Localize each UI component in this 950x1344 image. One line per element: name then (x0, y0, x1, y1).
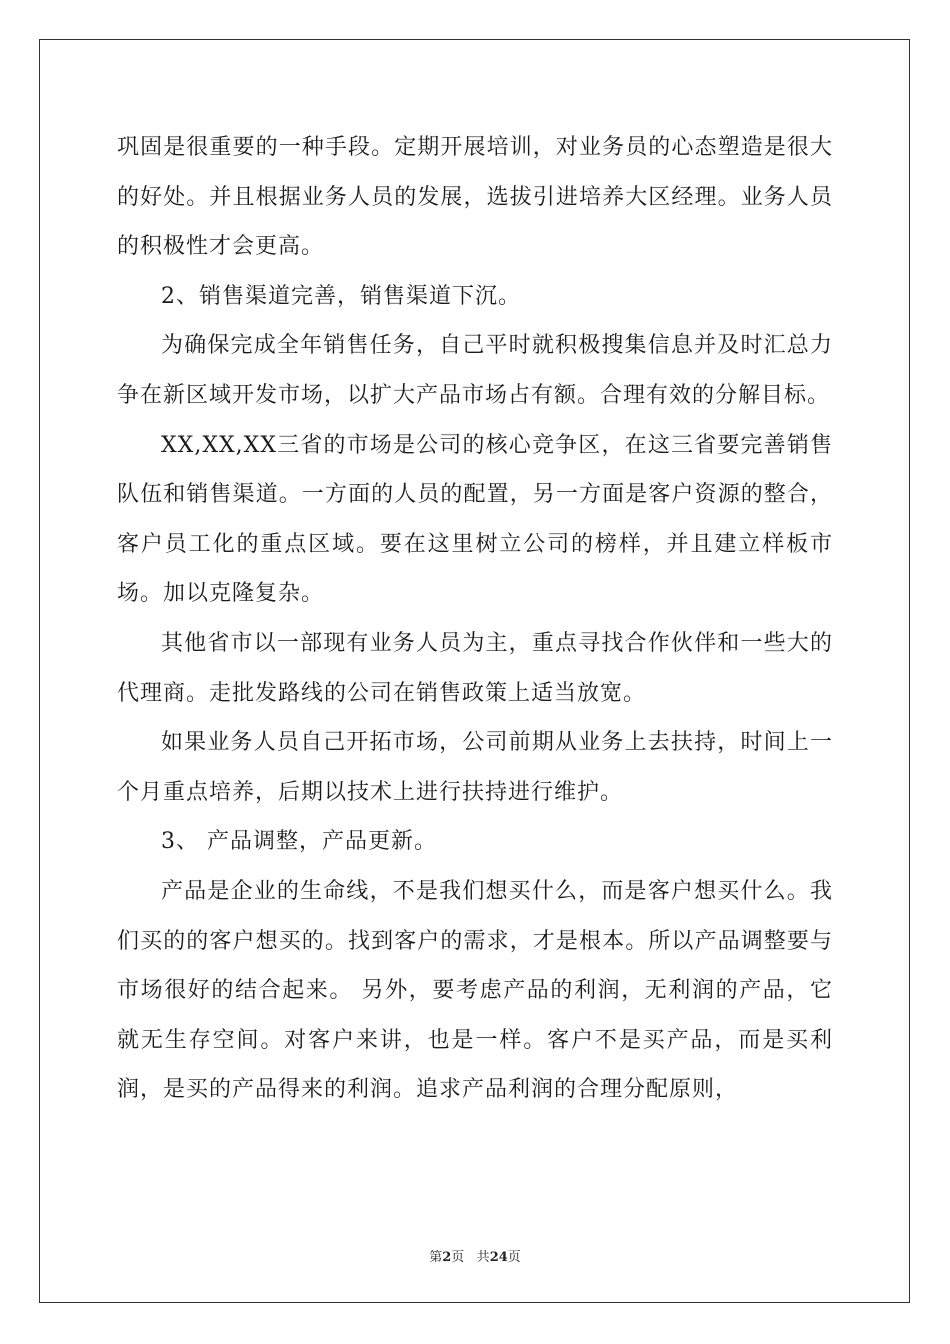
paragraph-7: 3、 产品调整，产品更新。 (161, 829, 437, 855)
page-footer (0, 1246, 950, 1265)
paragraph-8: 产品是企业的生命线，不是我们想买什么，而是客户想买什么。我们买的的客户想买的。找到客户的需求，才是根本。所以产品调整要与市场很好的结合起来。 另外，要考虑产品的利润，无利润的产品，它就无生存空间。对客户来讲，也是一样。客户不是买产品，而是买利润，是买的产品得来的利润。追求产品利润的合理分配原则， (117, 878, 833, 1103)
page-prefix: 第 (429, 1250, 443, 1265)
document-body (117, 123, 833, 1115)
page-suffix: 页 (451, 1250, 465, 1265)
paragraph-3: 为确保完成全年销售任务，自己平时就积极搜集信息并及时汇总力争在新区域开发市场，以扩大产品市场占有额。合理有效的分解目标。 (117, 333, 833, 408)
paragraph-2: 2、销售渠道完善，销售渠道下沉。 (161, 283, 521, 309)
paragraph-1: 巩固是很重要的一种手段。定期开展培训，对业务员的心态塑造是很大的好处。并且根据业务人员的发展，选拔引进培养大区经理。业务人员的积极性才会更高。 (117, 135, 833, 260)
total-page-count: 24 (489, 1250, 508, 1265)
total-suffix: 页 (507, 1250, 521, 1265)
current-page-number: 2 (442, 1250, 452, 1265)
total-prefix: 共 (476, 1250, 490, 1265)
paragraph-4: XX,XX,XX三省的市场是公司的核心竞争区，在这三省要完善销售队伍和销售渠道。一方面的人员的配置，另一方面是客户资源的整合，客户员工化的重点区域。要在这里树立公司的榜样，并且建立样板市场。加以克隆复杂。 (117, 432, 833, 607)
paragraph-6: 如果业务人员自己开拓市场，公司前期从业务上去扶持，时间上一个月重点培养，后期以技术上进行扶持进行维护。 (117, 730, 833, 805)
paragraph-5: 其他省市以一部现有业务人员为主，重点寻找合作伙伴和一些大的代理商。走批发路线的公司在销售政策上适当放宽。 (117, 630, 833, 706)
